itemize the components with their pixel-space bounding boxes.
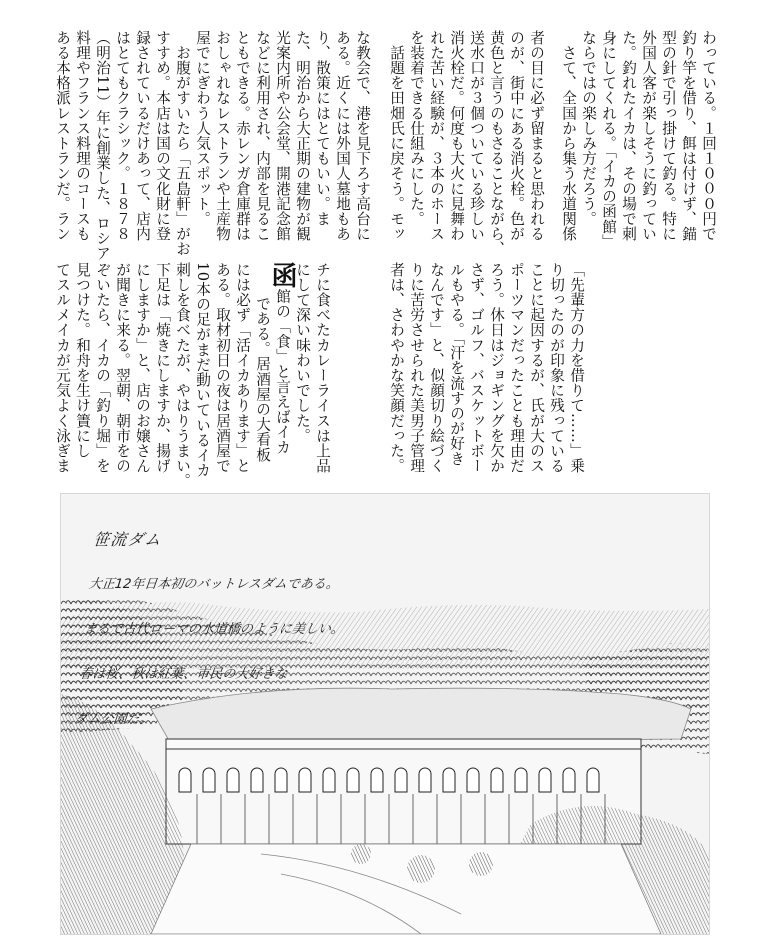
text-line: 消火栓だ。何度も大火に見舞わ <box>448 30 465 242</box>
text-line: れた苦い経験が、３本のホース <box>428 30 445 242</box>
text-line: 光案内所や公会堂、開港記念館 <box>274 30 291 242</box>
text-line: はとてもクラシック。１８７８ <box>114 30 131 242</box>
sketch-title: 笹流ダム <box>92 530 163 549</box>
text-line: （明治11）年に創業した、ロシア <box>94 30 111 261</box>
text-line: のが、街中にある消火栓。色が <box>508 30 525 242</box>
drop-cap-line <box>267 262 297 474</box>
text-line: ならではの楽しみ方だろう。 <box>580 30 597 227</box>
text-line: お腹がすいたら「五島軒」がお <box>174 30 191 257</box>
text-line: 10本の足がまだ動いているイカ <box>194 262 211 478</box>
text-line: ある。取材初日の夜は居酒屋で <box>214 262 231 474</box>
text-line: りに苦労させられた美男子管理 <box>408 262 425 474</box>
text-line: 館の「食」と言えばイカ <box>274 288 291 455</box>
text-line: には必ず「活イカあります」と <box>234 262 251 474</box>
text-line: てスルメイカが元気よく泳ぎま <box>54 262 71 474</box>
text-line: などに利用され、内部を見るこ <box>254 30 271 242</box>
text-line: 釣り竿を借り、餌は付けず、錨 <box>680 30 697 242</box>
text-line: ある。近くには外国人墓地もあ <box>334 30 351 242</box>
text-line: 下足は「焼きにしますか、揚げ <box>154 262 171 474</box>
text-line: 料理やフランス料理のコースも <box>74 30 91 242</box>
text-line: ろう。休日はジョギングを欠か <box>488 262 505 474</box>
article-column-lower-right <box>386 262 586 474</box>
text-line: さず、ゴルフ、バスケットボー <box>468 262 485 474</box>
sketch-caption <box>71 502 358 757</box>
drop-cap-char: 函 <box>267 262 297 289</box>
text-line: 録されているだけあって、店内 <box>134 30 151 242</box>
text-line: な教会で、港を見下ろす高台に <box>354 30 371 242</box>
text-line: り切ったのが印象に残っている <box>548 262 565 474</box>
text-line: さて、全国から集う水道関係 <box>560 30 577 242</box>
text-line: ともできる。赤レンガ倉庫群は <box>234 30 251 242</box>
article-column-upper-left <box>52 30 372 261</box>
caption-line: 春は桜、秋は紅葉、市民の大好きな <box>78 667 289 682</box>
text-line: 型の針で引っ掛けて釣る。特に <box>660 30 677 242</box>
text-line: 身にしてくれる。「イカの函館」 <box>600 30 617 250</box>
text-line: 「先輩方の力を借りて……」乗 <box>568 262 585 474</box>
caption-line: まるで古代ローマの水道橋のように美しい。 <box>83 622 345 637</box>
text-line: おしゃれなレストランや土産物 <box>214 30 231 242</box>
text-line: た、明治から大正期の建物が観 <box>294 30 311 242</box>
text-line: ぞいたら、イカの「釣り堀」を <box>94 262 111 474</box>
article-column-lower-left <box>52 262 332 489</box>
text-line: 送水口が３個ついている珍しい <box>468 30 485 242</box>
text-line: ある本格派レストランだ。ラン <box>54 30 71 242</box>
caption-line: ダム公園だ。 <box>73 712 154 727</box>
text-line: を装着できる仕組みにした。 <box>408 30 425 227</box>
text-line: が聞きに来る。翌朝、朝市をの <box>114 262 131 474</box>
text-line: 外国人客が楽しそうに釣ってい <box>640 30 657 242</box>
text-line: ポーツマンだったことも理由だ <box>508 262 525 474</box>
text-line: わっている。１回１０００円で <box>700 30 717 242</box>
text-line: ルもやる。「汗を流すのが好き <box>448 262 465 467</box>
text-line: り、散策にはとてもいい。ま <box>314 30 331 227</box>
text-line: 話題を田畑氏に戻そう。モッ <box>388 30 405 242</box>
text-line: チに食べたカレーライスは上品 <box>314 262 331 474</box>
text-line: 者は、さわやかな笑顔だった。 <box>388 262 405 474</box>
text-line: なんです」と、似顔切り絵づく <box>428 262 445 474</box>
text-line: 屋でにぎわう人気スポット。 <box>194 30 211 227</box>
text-line: た。釣れたイカは、その場で刺 <box>620 30 637 242</box>
text-line: ことに起因するが、氏が大のス <box>528 262 545 474</box>
text-line: 刺しを食べたが、やはりうまい。 <box>174 262 191 489</box>
text-line: 黄色と言うのもさることながら、 <box>488 30 505 257</box>
article-column-upper-right-a <box>558 30 718 256</box>
caption-line: 大正12年日本初のバットレスダムである。 <box>87 577 340 592</box>
text-line: である。居酒屋の大看板 <box>254 296 271 463</box>
text-line: すすめ。本店は国の文化財に登 <box>154 30 171 242</box>
text-line: にしますか」と、店のお嬢さん <box>134 262 151 474</box>
text-line: 者の目に必ず留まると思われる <box>528 30 545 242</box>
text-line: にして深い味わいでした。 <box>294 262 311 444</box>
text-line: 見つけた。和舟を生け簀にし <box>74 262 91 459</box>
article-column-upper-right-c <box>386 30 546 256</box>
